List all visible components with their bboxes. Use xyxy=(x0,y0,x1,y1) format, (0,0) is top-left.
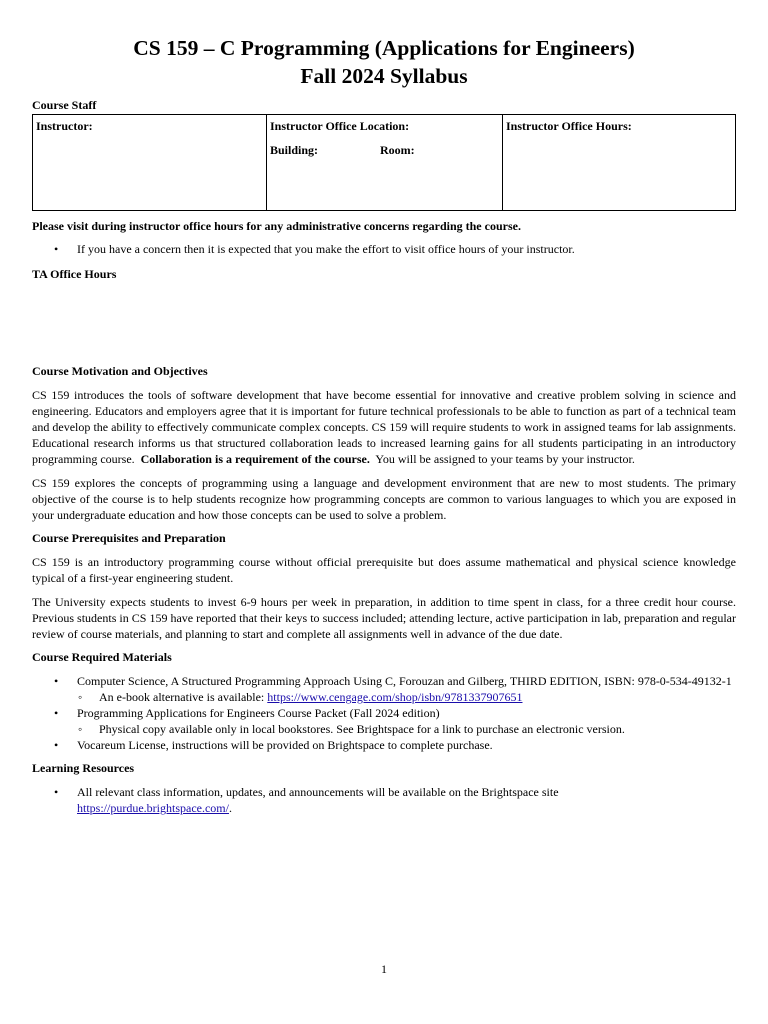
course-staff-heading: Course Staff xyxy=(32,98,97,112)
syllabus-page xyxy=(32,34,736,816)
list-item xyxy=(32,705,736,737)
building-room-row xyxy=(270,142,499,158)
room-label: Room: xyxy=(380,143,415,157)
textbook-item: Computer Science, A Structured Programming Approach Using C, Forouzan and Gilberg, THIRD EDITION, ISBN: 978-0-534-49132-1 xyxy=(77,674,732,688)
course-packet-item: Programming Applications for Engineers Course Packet (Fall 2024 edition) xyxy=(77,706,440,720)
course-staff-table xyxy=(32,114,736,211)
page-number: 1 xyxy=(381,962,387,976)
learning-resources-list xyxy=(32,784,736,816)
office-hours-cell xyxy=(503,115,736,211)
office-location-cell xyxy=(267,115,503,211)
title-line-1: CS 159 – C Programming (Applications for Engineers) xyxy=(133,36,635,60)
admin-notice-list xyxy=(32,241,736,257)
title-line-2: Fall 2024 Syllabus xyxy=(300,64,468,88)
instructor-label: Instructor: xyxy=(36,119,93,133)
cengage-link[interactable]: https://www.cengage.com/shop/isbn/9781337907651 xyxy=(267,690,523,704)
list-item: • Vocareum License, instructions will be provided on Brightspace to complete purchase. xyxy=(32,737,736,753)
admin-notice: Please visit during instructor office hours for any administrative concerns regarding the course. xyxy=(32,219,521,233)
list-item: • If you have a concern then it is expected that you make the effort to visit office hours of your instructor. xyxy=(32,241,736,257)
brightspace-text: All relevant class information, updates, and announcements will be available on the Brightspace site xyxy=(77,785,559,799)
motivation-paragraph-2: CS 159 explores the concepts of programming using a language and development environment that are new to most students. The primary objective of the course is to help students recognize how programming concepts are common to various languages to which you are exposed in your undergraduate education and how those concepts can be used to solve a problem. xyxy=(32,476,736,522)
office-location-label: Instructor Office Location: xyxy=(270,119,410,133)
materials-heading: Course Required Materials xyxy=(32,650,172,664)
list-item xyxy=(32,784,736,816)
team-assignment-text: You will be assigned to your teams by your instructor. xyxy=(375,452,635,466)
course-packet-sub-list xyxy=(77,721,736,737)
prerequisites-paragraph-1: CS 159 is an introductory programming course without official prerequisite but does assume mathematical and physical science knowledge typical of a first-year engineering student. xyxy=(32,555,736,585)
collaboration-requirement: Collaboration is a requirement of the course. xyxy=(140,452,370,466)
motivation-heading: Course Motivation and Objectives xyxy=(32,364,208,378)
list-item xyxy=(32,673,736,705)
office-hours-label: Instructor Office Hours: xyxy=(506,119,632,133)
motivation-text: CS 159 introduces the tools of software development that have become essential for innovative and creative problem solving in science and engineering. Educators and employers agree that it is important for future technical professionals to be able to function as part of a technical team and develop the ability to effectively communicate complex concepts. CS 159 will require students to work in assigned teams for lab assignments. Educational research informs us that structured collaboration leads to increased learning gains for all students participating in an introductory programming course. xyxy=(32,388,736,466)
ta-office-hours-heading: TA Office Hours xyxy=(32,267,117,281)
instructor-cell xyxy=(33,115,267,211)
prerequisites-heading: Course Prerequisites and Preparation xyxy=(32,531,226,545)
ebook-text: An e-book alternative is available: xyxy=(99,690,265,704)
page-title xyxy=(32,34,736,90)
brightspace-link[interactable]: https://purdue.brightspace.com/ xyxy=(77,801,229,815)
materials-list xyxy=(32,673,736,753)
prerequisites-paragraph-2: The University expects students to invest 6-9 hours per week in preparation, in addition to time spent in class, for a three credit hour course. Previous students in CS 159 have reported that their keys to success included; attending lecture, active participation in lab, preparation and regular review of course materials, and planning to start and complete all assignments well in advance of the due date. xyxy=(32,595,736,641)
building-label: Building: xyxy=(270,143,319,157)
learning-resources-heading: Learning Resources xyxy=(32,761,135,775)
brightspace-tail: . xyxy=(228,801,232,815)
list-item xyxy=(77,689,736,705)
motivation-paragraph-1 xyxy=(32,387,736,467)
textbook-sub-list xyxy=(77,689,736,705)
list-item: ◦ Physical copy available only in local bookstores. See Brightspace for a link to purchase an electronic version. xyxy=(77,721,736,737)
